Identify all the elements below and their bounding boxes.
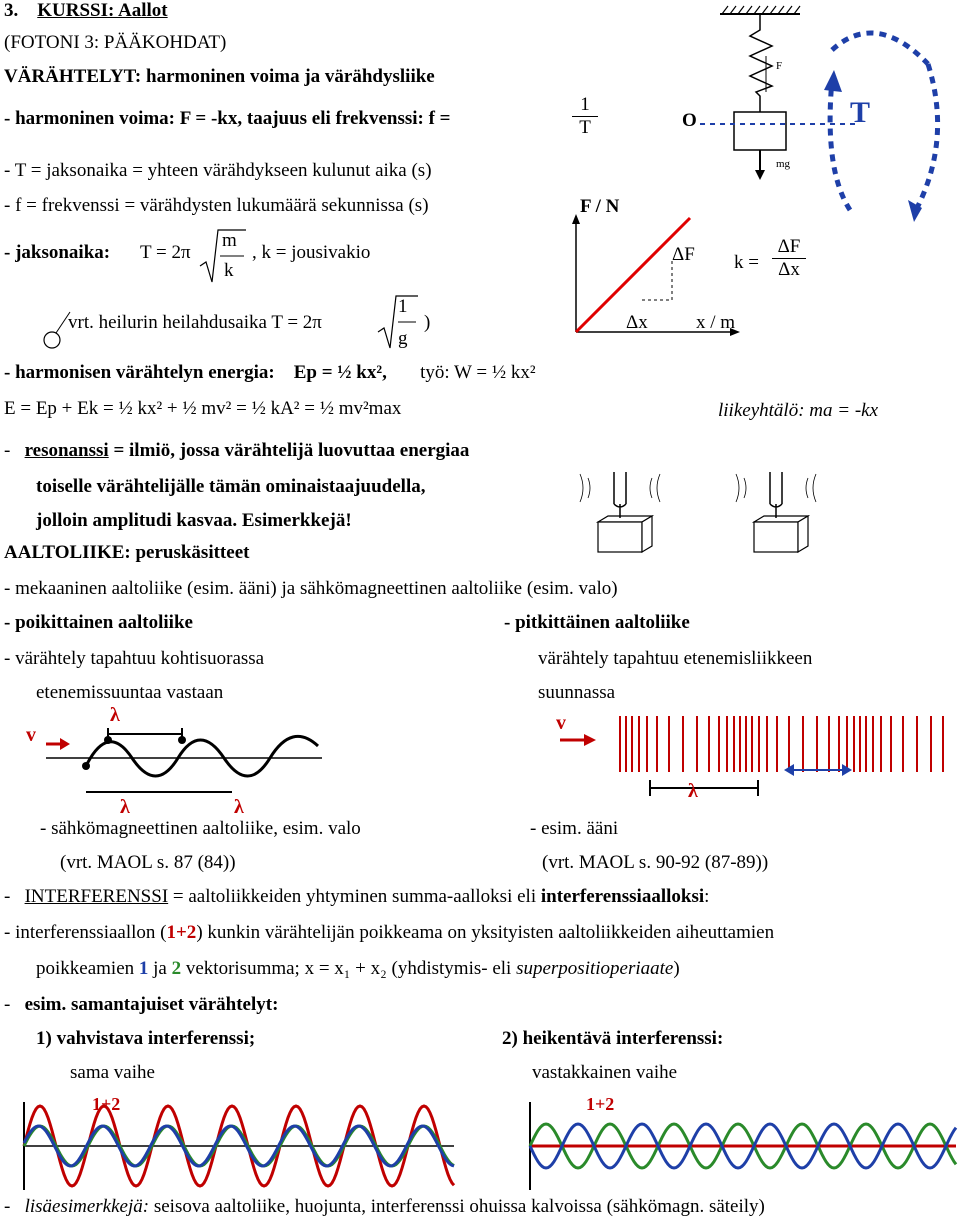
lambda-label-2: λ [120, 796, 130, 818]
example-line: - esim. samantajuiset värähtelyt: [4, 994, 279, 1015]
longitudinal-heading: - pitkittäinen aaltoliike [504, 612, 690, 633]
extra-list: seisova aaltoliike, huojunta, interferenssi ohuissa kalvoissa (sähkömagn. säteily) [149, 1196, 765, 1217]
pendulum-numerator: 1 [398, 296, 408, 317]
period-formula: T = 2π [140, 242, 191, 263]
k-numerator: ΔF [772, 236, 806, 259]
extra-examples: - lisäesimerkkejä: seisova aaltoliike, huojunta, interferenssi ohuissa kalvoissa (sähkömagn. säteily) [4, 1196, 765, 1217]
example-label: esim. samantajuiset värähtelyt: [24, 994, 279, 1015]
sound-note: - esim. ääni [530, 818, 619, 839]
interference-line3-b: vektorisumma; x = x₁ + x₂ (yhdistymis- eli [181, 958, 517, 979]
interference-line1: - INTERFERENSSI = aaltoliikkeiden yhtyminen summa-aalloksi eli interferenssiaalloksi: [4, 886, 710, 907]
harmonic-force-line [4, 108, 451, 130]
interference-line3-end: ) [673, 958, 680, 979]
interference-wave-term: interferenssiaalloksi [540, 886, 705, 907]
pendulum-denominator: g [398, 328, 408, 349]
graph-delta-x: Δx [626, 312, 648, 333]
tuning-forks-illustration [568, 448, 828, 560]
resonance-term: resonanssi [24, 440, 109, 461]
period-label-blue: T [850, 96, 871, 129]
interference-line3 [36, 958, 680, 980]
waves-heading: AALTOLIIKE: peruskäsitteet [4, 542, 250, 563]
destructive-heading: 2) heikentävä interferenssi: [502, 1028, 724, 1049]
section-vibrations: VÄRÄHTELYT: harmoninen voima ja värähdysliike [4, 66, 435, 87]
fraction-denominator: T [579, 117, 591, 138]
velocity-label-left: v [26, 724, 36, 746]
period-label: - jaksonaika: [4, 242, 111, 263]
wave-2-label: 2 [171, 958, 182, 979]
wave-1-label: 1 [138, 958, 149, 979]
interference-line2-a: - interferenssiaallon ( [4, 922, 167, 943]
frequency-fraction [572, 94, 598, 139]
spring-diagram [700, 0, 960, 230]
sqrt-numerator: m [222, 230, 237, 251]
interference-colon: : [704, 886, 710, 907]
page-title [4, 0, 168, 22]
energy-label: - harmonisen värähtelyn energia: [4, 362, 275, 383]
resonance-line2: toiselle värähtelijälle tämän ominaistaajuudella, [36, 476, 426, 497]
destructive-sub: vastakkainen vaihe [532, 1062, 678, 1083]
longitudinal-desc2: suunnassa [538, 682, 616, 703]
velocity-label-right: v [556, 712, 566, 734]
sum-label-red: 1+2 [166, 922, 197, 943]
and-word: ja [148, 958, 172, 979]
interference-def: = aaltoliikkeiden yhtyminen summa-aalloksi eli [168, 886, 541, 907]
graph-ylabel: F / N [580, 196, 620, 217]
graph-xlabel: x / m [696, 312, 736, 333]
potential-energy: Ep = ½ kx², [293, 362, 387, 383]
interference-line2 [4, 922, 774, 944]
k-denominator: Δx [778, 259, 800, 280]
lambda-label-long: λ [688, 780, 698, 802]
constructive-wave-sketch [14, 1090, 460, 1194]
spring-constant-note: , k = jousivakio [252, 242, 371, 263]
sqrt-sign-pendulum [376, 292, 416, 352]
transverse-wave-sketch [36, 706, 336, 816]
pendulum-formula: vrt. heilurin heilahdusaika T = 2π [68, 312, 322, 333]
resonance-line3: jolloin amplitudi kasvaa. Esimerkkejä! [36, 510, 352, 531]
gravity-label: mg [776, 158, 791, 170]
constructive-sum-label: 1+2 [92, 1094, 121, 1114]
k-fraction [772, 236, 806, 281]
constructive-heading: 1) vahvistava interferenssi; [36, 1028, 256, 1049]
title-number: 3. [4, 0, 19, 21]
superposition-term: superpositioperiaate [516, 958, 674, 979]
title-text: KURSSI: Aallot [37, 0, 168, 21]
harmonic-force-text: - harmoninen voima: F = -kx, taajuus eli frekvenssi: f = [4, 108, 451, 129]
graph-delta-f: ΔF [672, 244, 695, 265]
interference-term: INTERFERENSSI [24, 886, 169, 907]
transverse-desc2: etenemissuuntaa vastaan [36, 682, 224, 703]
spring-force-label: F [776, 60, 783, 72]
extra-label: lisäesimerkkejä: [24, 1196, 150, 1217]
total-energy: E = Ep + Ek = ½ kx² + ½ mv² = ½ kA² = ½ mv²max [4, 398, 402, 419]
fraction-numerator: 1 [572, 94, 598, 117]
transverse-heading: - poikittainen aaltoliike [4, 612, 193, 633]
em-wave-note: - sähkömagneettinen aaltoliike, esim. valo [40, 818, 361, 839]
equilibrium-label: O [682, 110, 697, 131]
transverse-desc1: - värähtely tapahtuu kohtisuorassa [4, 648, 265, 669]
wave-types: - mekaaninen aaltoliike (esim. ääni) ja sähkömagneettinen aaltoliike (esim. valo) [4, 578, 618, 599]
lambda-label-1: λ [110, 704, 120, 726]
em-reference: (vrt. MAOL s. 87 (84)) [60, 852, 236, 873]
lambda-label-3: λ [234, 796, 244, 818]
period-definition: - T = jaksonaika = yhteen värähdykseen kulunut aika (s) [4, 160, 432, 181]
frequency-definition: - f = frekvenssi = värähdysten lukumäärä sekunnissa (s) [4, 195, 429, 216]
constructive-sub: sama vaihe [70, 1062, 155, 1083]
energy-line [4, 362, 536, 384]
sqrt-denominator: k [224, 260, 234, 281]
sound-reference: (vrt. MAOL s. 90-92 (87-89)) [542, 852, 769, 873]
interference-line2-b: ) kunkin värähtelijän poikkeama on yksityisten aaltoliikkeiden aiheuttamien [196, 922, 775, 943]
longitudinal-desc1: värähtely tapahtuu etenemisliikkeen [538, 648, 813, 669]
pendulum-close: ) [424, 312, 431, 333]
k-formula: k = [734, 252, 759, 273]
interference-line3-a: poikkeamien [36, 958, 139, 979]
motion-equation: liikeyhtälö: ma = -kx [718, 400, 879, 421]
resonance-line: - resonanssi = ilmiö, jossa värähtelijä luovuttaa energiaa [4, 440, 470, 461]
work-formula: työ: W = ½ kx² [420, 362, 536, 383]
subtitle: (FOTONI 3: PÄÄKOHDAT) [4, 32, 227, 53]
destructive-sum-label: 1+2 [586, 1094, 615, 1114]
longitudinal-wave-sketch [548, 712, 960, 822]
resonance-def: = ilmiö, jossa värähtelijä luovuttaa energiaa [108, 440, 470, 461]
